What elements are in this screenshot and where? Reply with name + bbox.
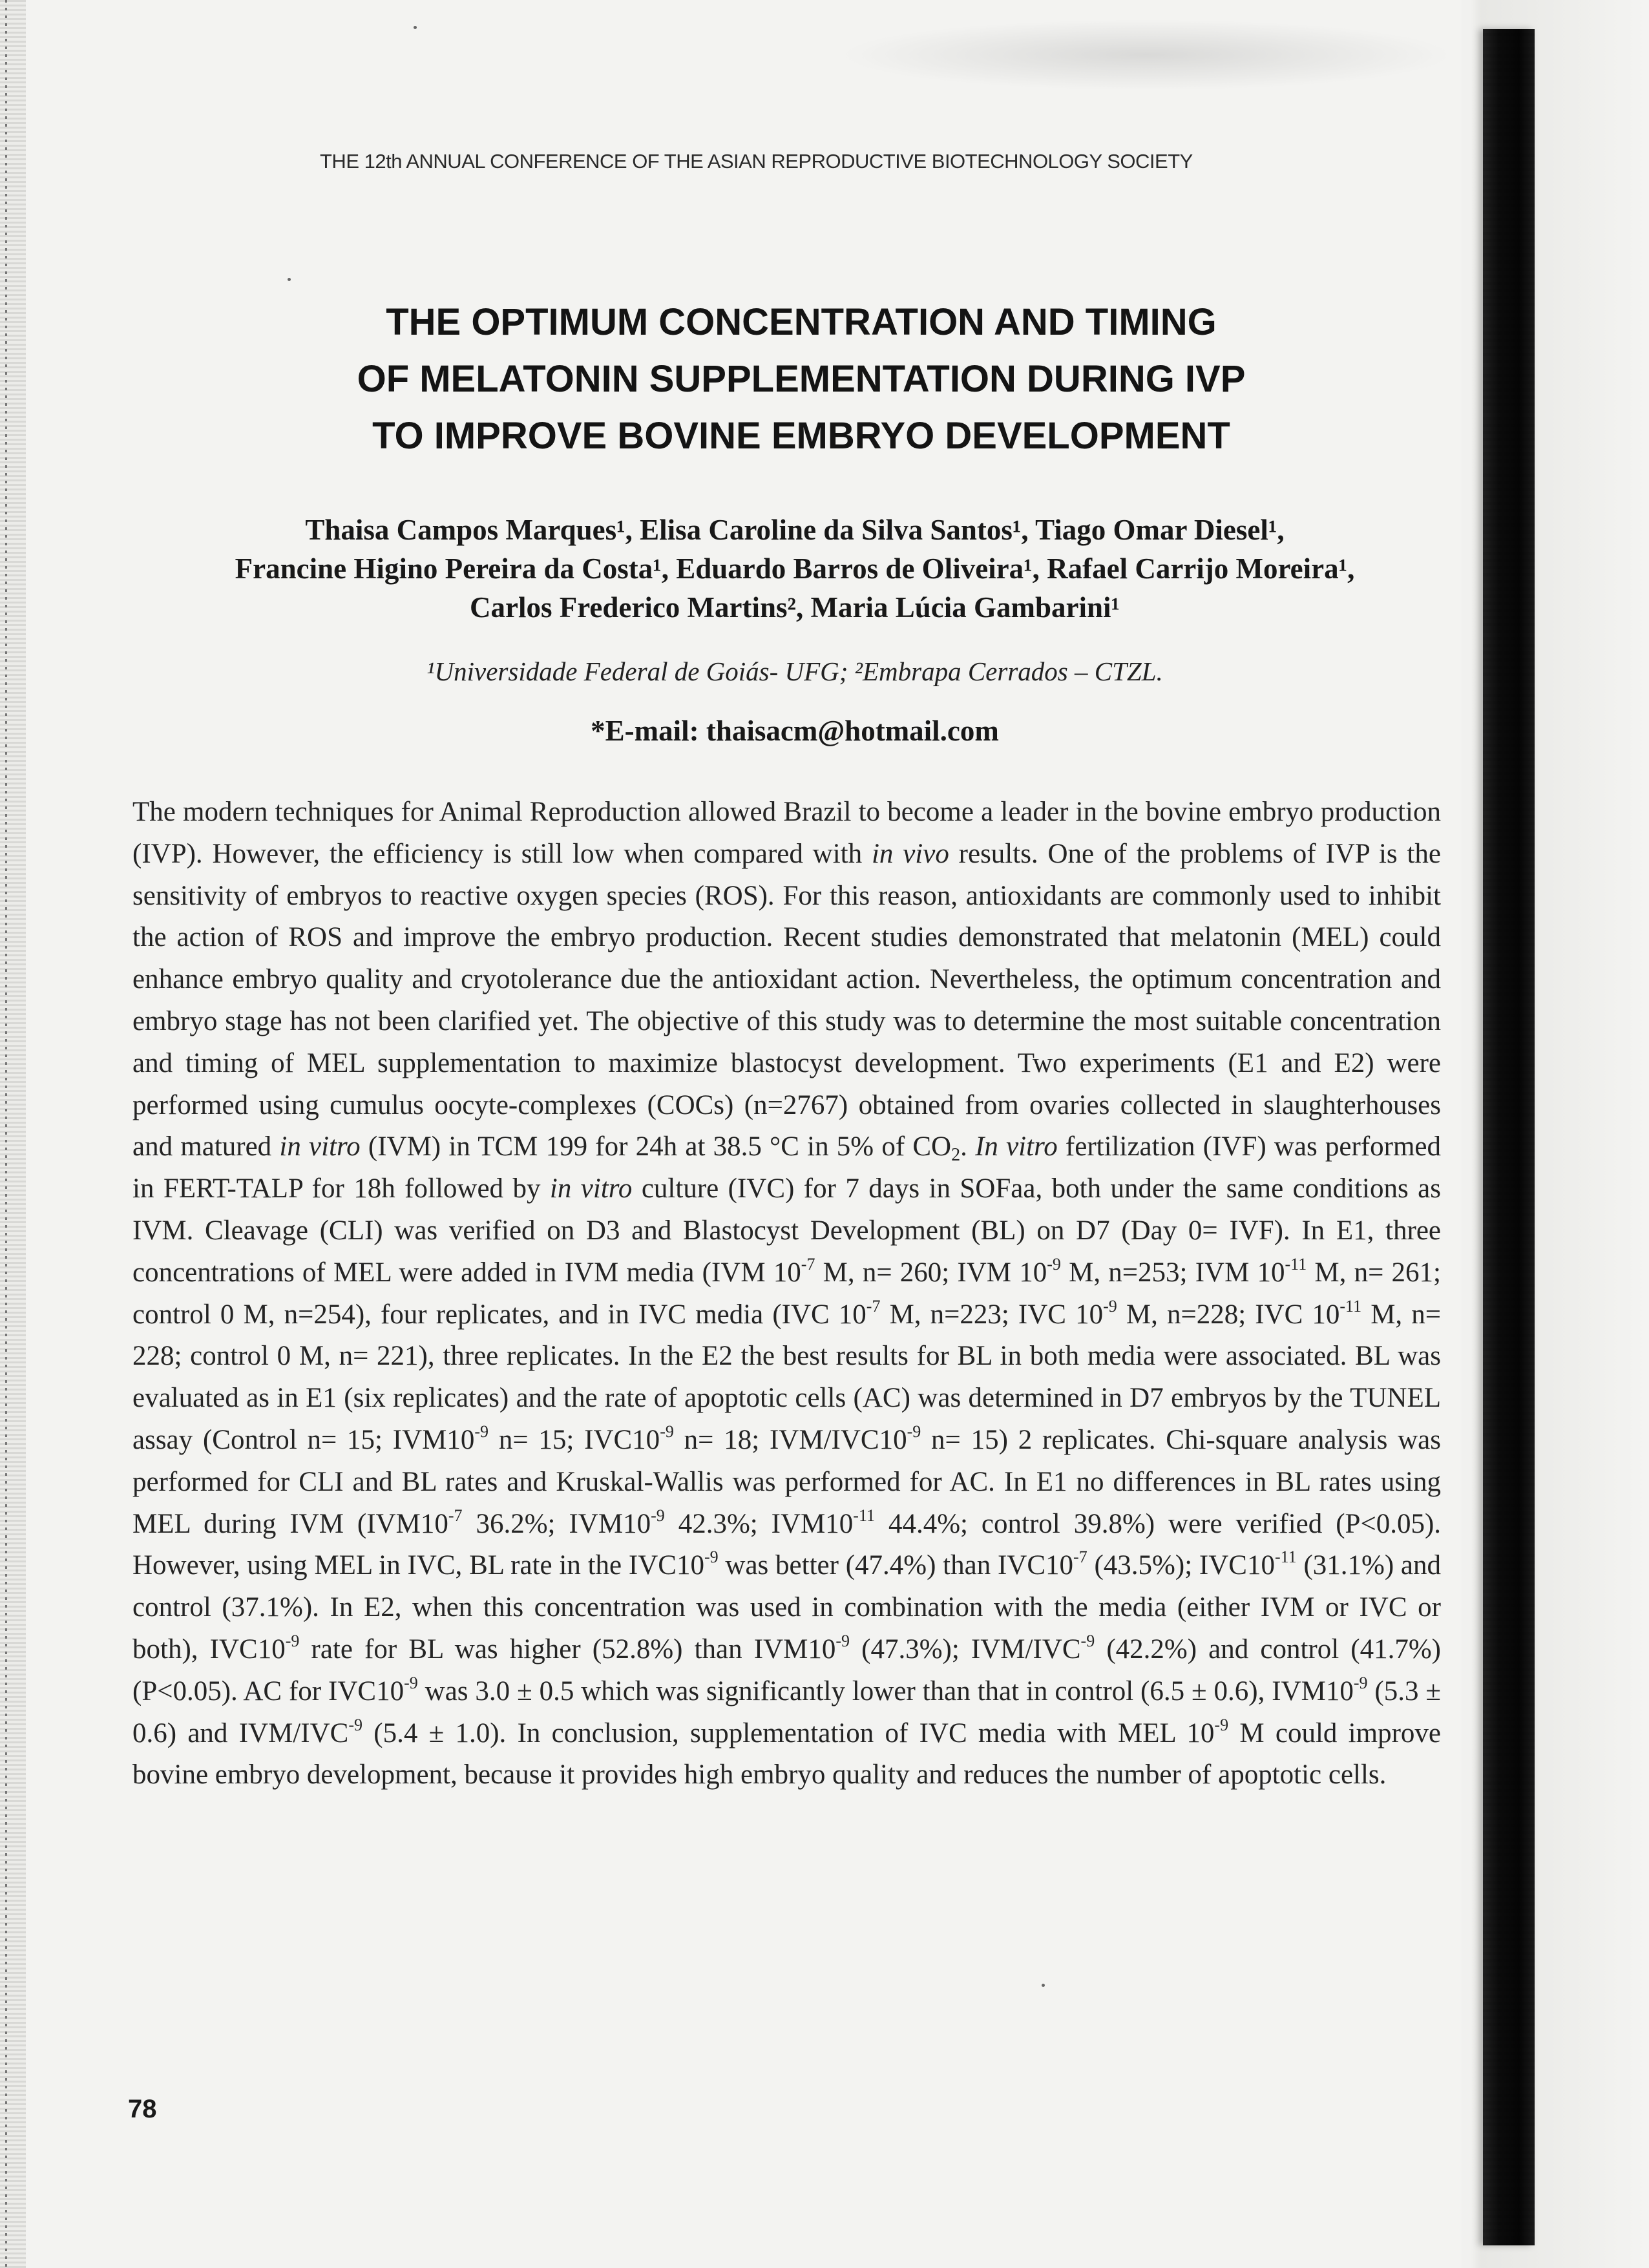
abstract-paragraph: The modern techniques for Animal Reproduction allowed Brazil to become a leader in the bovine embryo production (IVP). However, the efficiency is still low when compared with in vivo results. One of the problems of IVP is the sensitivity of embryos to reactive oxygen species (ROS). For this reason, antioxidants are commonly used to inhibit the action of ROS and improve the embryo production. Recent studies demonstrated that melatonin (MEL) could enhance embryo quality and cryotolerance due the antioxidant action. Nevertheless, the optimum concentration and embryo stage has not been clarified yet. The objective of this study was to determine the most suitable concentration and timing of MEL supplementation to maximize blastocyst development. Two experiments (E1 and E2) were performed using cumulus oocyte-complexes (COCs) (n=2767) obtained from ovaries collected in slaughterhouses and matured in vitro (IVM) in TCM 199 for 24h at 38.5 °C in 5% of $CO_2$. In vitro fertilization (IVF) was performed in FERT-TALP for 18h followed by in vitro culture (IVC) for 7 days in SOFaa, both under the same conditions as IVM. Cleavage (CLI) was verified on D3 and Blastocyst Development (BL) on D7 (Day 0= IVF). In E1, three concentrations of MEL were added in IVM media (IVM $10^{-7}$ M, n= 260; IVM $10^{-9}$ M, n=253; IVM $10^{-11}$ M, n= 261; control 0 M, n=254), four replicates, and in IVC media (IVC $10^{-7}$ M, n=223; IVC $10^{-9}$ M, n=228; IVC $10^{-11}$ M, n= 228; control 0 M, n= 221), three replicates. In the E2 the best results for BL in both media were associated. BL was evaluated as in E1 (six replicates) and the rate of apoptotic cells (AC) was determined in D7 embryos by the TUNEL assay (Control n= 15; $IVM10^{-9}$ n= 15; $IVC10^{-9}$ n= 18; IVM/$IVC10^{-9}$ n= 15) 2 replicates. Chi-square analysis was performed for CLI and BL rates and Kruskal-Wallis was performed for AC. In E1 no differences in BL rates using MEL during IVM ($IVM10^{-7}$ 36.2%; $IVM10^{-9}$ 42.3%; $IVM10^{-11}$ 44.4%; control 39.8%) were verified (P<0.05). However, using MEL in IVC, BL rate in the $IVC10^{-9}$ was better (47.4%) than $IVC10^{-7}$ (43.5%); $IVC10^{-11}$ (31.1%) and control (37.1%). In E2, when this concentration was used in combination with the media (either IVM or IVC or both), $IVC10^{-9}$ rate for BL was higher (52.8%) than $IVM10^{-9}$ (47.3%); IVM/$IVC^{-9}$ (42.2%) and control (41.7%) (P<0.05). AC for $IVC10^{-9}$ was 3.0 ± 0.5 which was significantly lower than that in control (6.5 ± 0.6), $IVM10^{-9}$ (5.3 ± 0.6) and IVM/$IVC^{-9}$ (5.4 ± 1.0). In conclusion, supplementation of IVC media with MEL $10^{-9}$ M could improve bovine embryo development, because it provides high embryo quality and reduces the number of apoptotic cells.: [132, 797, 1442, 1790]
page-number: 78: [128, 2095, 157, 2123]
contact-email: *E-mail: thaisacm@hotmail.com: [591, 715, 999, 747]
author-list: [116, 510, 1473, 627]
title-line: TO IMPROVE BOVINE EMBRYO DEVELOPMENT: [372, 415, 1230, 457]
conference-header: THE 12th ANNUAL CONFERENCE OF THE ASIAN REPRODUCTIVE BIOTECHNOLOGY SOCIETY: [320, 150, 1193, 173]
affiliations: ¹Universidade Federal de Goiás- UFG; ²Embrapa Cerrados – CTZL.: [426, 656, 1163, 686]
scan-speck: [288, 278, 291, 281]
author-line: Thaisa Campos Marques¹, Elisa Caroline da Silva Santos¹, Tiago Omar Diesel¹,: [305, 514, 1285, 546]
scan-speck: [414, 26, 417, 29]
paper-title: [246, 294, 1357, 465]
book-binding-shadow: [1483, 29, 1535, 2245]
title-line: THE OPTIMUM CONCENTRATION AND TIMING: [386, 301, 1217, 343]
title-line: OF MELATONIN SUPPLEMENTATION DURING IVP: [357, 358, 1246, 400]
scan-shadow: [840, 19, 1454, 90]
scan-left-edge: [0, 0, 26, 2268]
scan-speck: [1042, 1984, 1045, 1987]
author-line: Francine Higino Pereira da Costa¹, Eduardo Barros de Oliveira¹, Rafael Carrijo Moreira¹,: [235, 552, 1355, 585]
author-line: Carlos Frederico Martins², Maria Lúcia Gambarini¹: [470, 591, 1120, 624]
abstract-body: [132, 792, 1441, 1796]
